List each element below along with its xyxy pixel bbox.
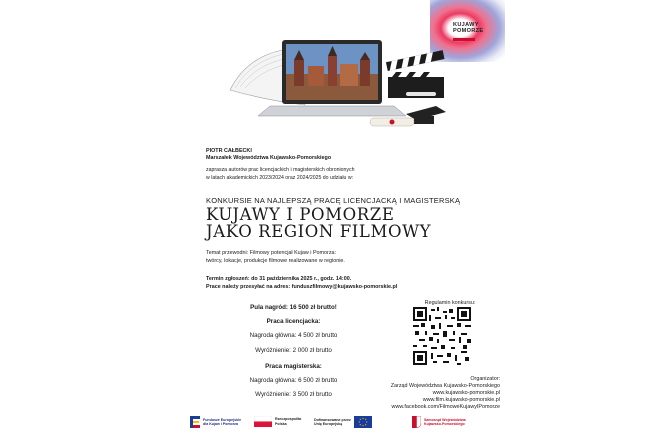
logo-line-1: KUJAWY [453, 22, 479, 28]
poland-logo [254, 416, 301, 427]
bachelor-heading: Praca licencjacka: [266, 318, 321, 326]
eu-funds-line-2: dla Kujaw i Pomorza [203, 422, 238, 426]
person-role: Marszałek Województwa Kujawsko-Pomorskiego [206, 155, 332, 161]
organizer-name: Zarząd Województwa Kujawsko-Pomorskiego [390, 383, 500, 390]
poster [170, 0, 500, 442]
poland-flag-icon [254, 416, 272, 427]
film-site-link[interactable]: www.film.kujawsko-pomorskie.pl [422, 397, 500, 404]
theme-line-2: twórcy, lokacje, produkcje filmowe realizowane w regionie. [206, 257, 345, 264]
master-mention: Wyróżnienie: 3 500 zł brutto [255, 391, 332, 399]
deadline-line-1: Termin zgłoszeń: do 31 października 2025 r., godz. 14:00. [206, 276, 352, 282]
prize-pool: Pula nagród: 16 500 zł brutto! [250, 304, 337, 311]
poland-line-1: Rzeczpospolita [275, 417, 302, 422]
theme-block [206, 250, 466, 266]
master-main-prize: Nagroda główna: 6 500 zł brutto [249, 377, 338, 385]
eu-cofunded-logo [314, 416, 372, 428]
eu-funds-icon [190, 416, 200, 428]
organizer-block [330, 376, 500, 411]
clapperboard [386, 50, 445, 98]
region-line-2: Kujawsko-Pomorskiego [424, 422, 465, 426]
contest-subtitle: KONKURSIE NA NAJLEPSZĄ PRACĘ LICENCJACKĄ I MAGISTERSKĄ [206, 196, 461, 205]
title-line-1: KUJAWY I POMORZE [206, 205, 395, 224]
facebook-link[interactable]: www.facebook.com/FilmoweKujawyIPomorze [391, 404, 500, 411]
hero-illustration [210, 30, 450, 140]
region-line-1: Samorząd Województwa [424, 417, 466, 422]
kujawy-pomorze-logo [453, 22, 483, 35]
region-coat-of-arms-icon [412, 416, 421, 428]
footer-logos [190, 416, 490, 436]
eu-line-2: Unię Europejską [314, 422, 343, 426]
bachelor-main-prize: Nagroda główna: 4 500 zł brutto [249, 332, 338, 340]
page-title [206, 206, 431, 240]
region-government-logo [412, 416, 466, 428]
organizer-site-link[interactable]: www.kujawsko-pomorskie.pl [432, 390, 500, 397]
organizer-label: Organizator: [470, 376, 500, 382]
eu-funds-logo [190, 416, 241, 428]
eu-line-1: Dofinansowane przez [314, 417, 351, 422]
laptop-base [258, 106, 406, 116]
bachelor-mention: Wyróżnienie: 2 000 zł brutto [255, 346, 332, 354]
poland-line-2: Polska [275, 421, 287, 426]
diploma-scroll-icon [370, 118, 414, 126]
master-heading: Praca magisterska: [265, 362, 322, 370]
invitation-line-1: zaprasza autorów prac licencjackich i magisterskich obronionych [206, 167, 355, 173]
logo-line-2: POMORZE [453, 28, 484, 35]
qr-code-icon[interactable] [413, 307, 471, 365]
person-name: PIOTR CAŁBECKI [206, 148, 252, 154]
deadline-block [206, 276, 466, 292]
logo-accent-bar [453, 38, 475, 41]
invitation-line-2: w latach akademickich 2023/2024 oraz 2024/2025 do udziału w: [206, 174, 354, 181]
title-line-2: JAKO REGION FILMOWY [206, 222, 432, 241]
eu-funds-line-1: Fundusze Europejskie [203, 417, 242, 422]
invitation-block [206, 148, 466, 182]
deadline-line-2: Prace należy przesyłać na adres: funduszfilmowy@kujawsko-pomorskie.pl [206, 283, 398, 290]
regulations-label: Regulamin konkursu: [424, 300, 476, 306]
eu-flag-icon [354, 416, 372, 428]
invitation-text [206, 167, 426, 182]
theme-line-1: Temat przewodni: Filmowy potencjał Kujaw i Pomorza: [206, 250, 337, 256]
